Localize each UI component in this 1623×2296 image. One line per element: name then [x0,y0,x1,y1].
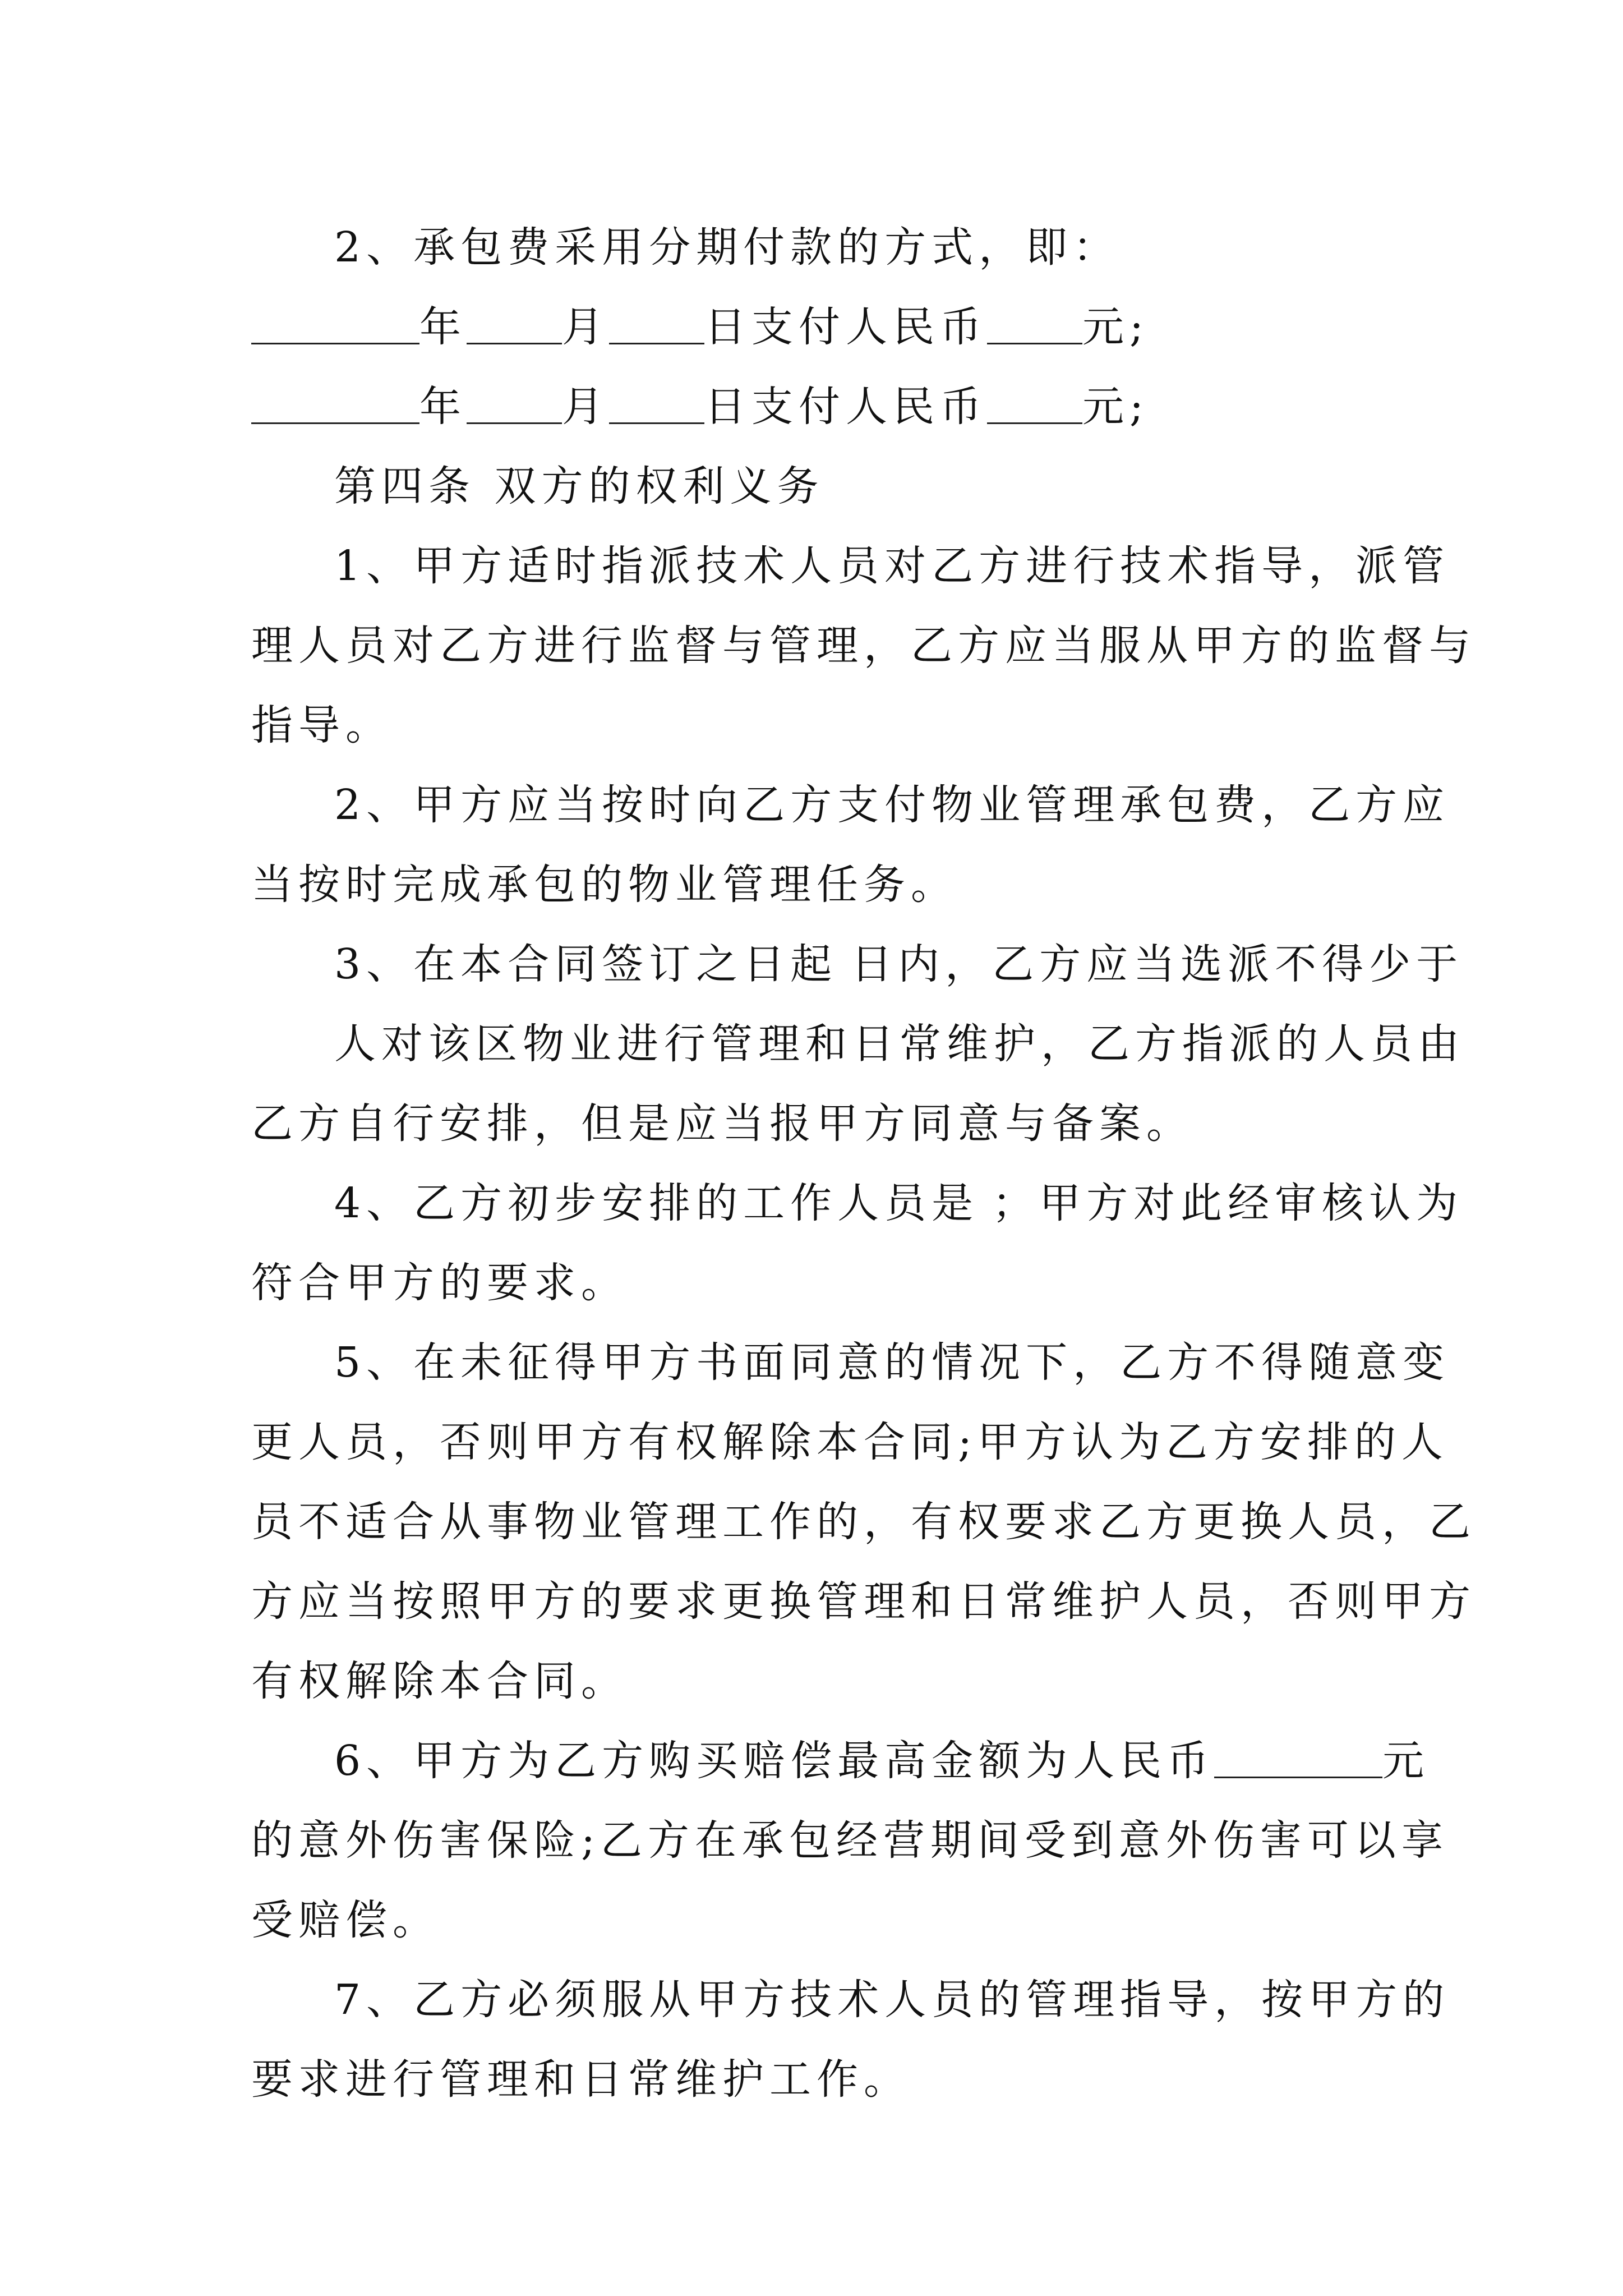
clause-3 [251,924,1465,1163]
installment-line-2 [251,367,1386,447]
clause-2-line: 2、甲方应当按时向乙方支付物业管理承包费，乙方应 [334,781,1450,829]
clause-4-line [251,1163,1464,1243]
clause-5 [251,1323,1476,1721]
clause-7-line: 要求进行管理和日常维护工作。 [251,2055,911,2104]
installment-line-1 [251,287,1386,367]
clause-2 [251,765,1450,924]
blank-month[interactable] [467,389,562,424]
clause-5-line: 方应当按照甲方的要求更换管理和日常维护人员，否则甲方 [251,1577,1476,1626]
blank-amount[interactable] [987,389,1082,424]
day-pay-label: 日支付人民币 [704,383,987,431]
clause-6-line: 的意外伤害保险;乙方在承包经营期间受到意外伤害可以享 [251,1816,1449,1865]
yuan-label: 元; [1082,303,1149,351]
clause-5-line: 员不适合从事物业管理工作的，有权要求乙方更换人员，乙 [251,1498,1476,1546]
blank-year[interactable] [251,309,419,344]
clause-3-line: 乙方自行安排，但是应当报甲方同意与备案。 [251,1099,1193,1148]
blank-insurance-amount[interactable] [1214,1743,1382,1778]
clause-5-line: 有权解除本合同。 [251,1657,628,1705]
clause-1-line: 理人员对乙方进行监督与管理，乙方应当服从甲方的监督与 [251,622,1476,670]
blank-month[interactable] [467,309,562,344]
blank-amount[interactable] [987,309,1082,344]
clause-4-line: 符合甲方的要求。 [251,1259,628,1307]
year-label: 年 [419,303,467,351]
blank-day[interactable] [609,389,704,424]
clause-6-text: 元 [1382,1737,1430,1785]
month-label: 月 [562,383,609,431]
clause-4 [251,1163,1464,1323]
clause-7-line: 7、乙方必须服从甲方技术人员的管理指导，按甲方的 [334,1976,1450,2024]
clause-4-text: ；甲方对此经审核认为 [992,1179,1464,1227]
clause-2-line: 当按时完成承包的物业管理任务。 [251,861,958,909]
clause-6 [251,1721,1449,1960]
clause-5-line: 更人员，否则甲方有权解除本合同;甲方认为乙方安排的人 [251,1418,1449,1466]
clause-1-line: 1、甲方适时指派技术人员对乙方进行技术指导，派管 [334,542,1450,590]
blank-day[interactable] [609,309,704,344]
clause-7 [251,1960,1450,2119]
clause-3-text: 3、在本合同签订之日起 [334,940,838,988]
payment-intro: 2、承包费采用分期付款的方式，即： [334,223,1121,272]
day-pay-label: 日支付人民币 [704,303,987,351]
year-label: 年 [419,383,467,431]
clause-1 [251,526,1476,765]
blank-year[interactable] [251,389,419,424]
clause-5-line: 5、在未征得甲方书面同意的情况下，乙方不得随意变 [334,1338,1450,1387]
clause-4-text: 4、乙方初步安排的工作人员是 [334,1179,979,1227]
article-4-heading: 第四条 双方的权利义务 [334,462,824,510]
clause-6-line [251,1721,1430,1801]
clause-1-line: 指导。 [251,701,393,749]
clause-6-text: 6、甲方为乙方购买赔偿最高金额为人民币 [334,1737,1215,1785]
month-label: 月 [562,303,609,351]
clause-3-text: 日内，乙方应当选派不得少于 [851,940,1464,988]
clause-6-line: 受赔偿。 [251,1896,440,1944]
clause-3-line: 人对该区物业进行管理和日常维护，乙方指派的人员由 [334,1020,1465,1068]
document-body [251,208,1476,2119]
clause-3-line [251,924,1464,1004]
yuan-label: 元; [1082,383,1149,431]
